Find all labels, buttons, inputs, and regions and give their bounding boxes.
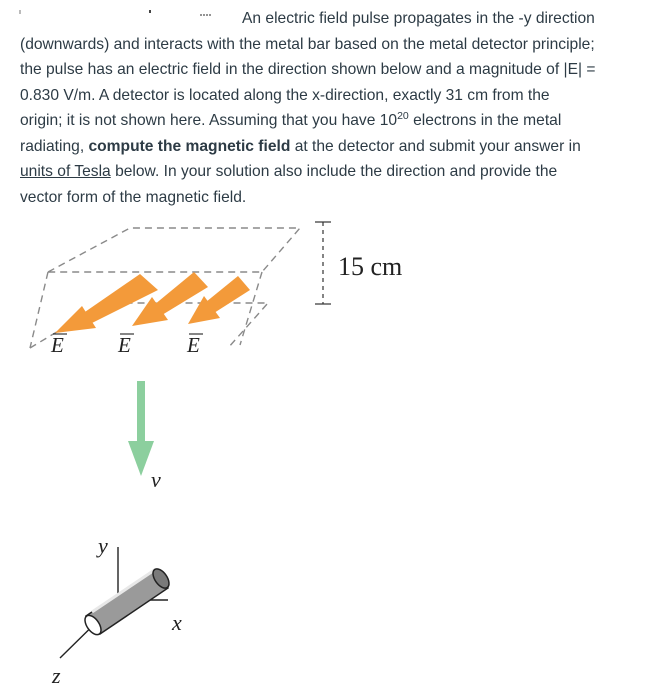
- problem-line-3: the pulse has an electric field in the direction shown below and a magnitude of |E| =: [20, 61, 596, 78]
- problem-text: [20, 6, 660, 210]
- field-label-e-2: E: [118, 333, 131, 357]
- problem-line-6-a: radiating,: [20, 137, 89, 155]
- field-label-e-1: E: [51, 333, 64, 357]
- problem-line-6: [20, 134, 660, 160]
- slab-left-edge: [30, 272, 48, 348]
- velocity-arrow: [128, 381, 154, 476]
- thickness-label: 15 cm: [338, 252, 403, 281]
- exponent: 20: [397, 110, 409, 122]
- field-arrows: [55, 272, 250, 333]
- metal-bar: [82, 566, 172, 637]
- problem-line-5-b: electrons in the metal: [408, 112, 562, 129]
- axis-label-y: y: [98, 533, 108, 558]
- physics-figure: [0, 210, 666, 692]
- problem-line-6-b: at the detector and submit your answer in: [290, 137, 581, 155]
- problem-line-5-a: origin; it is not shown here. Assuming that you have 10: [20, 112, 398, 129]
- axis-label-x: x: [172, 610, 182, 635]
- problem-line-1: An electric field pulse propagates in the -y direction: [242, 10, 595, 27]
- problem-line-7: [20, 159, 660, 185]
- field-label-e-3: E: [187, 333, 200, 357]
- problem-line-4: 0.830 V/m. A detector is located along the x-direction, exactly 31 cm from the: [20, 86, 550, 104]
- units-link[interactable]: units of Tesla: [20, 163, 111, 180]
- thickness-dimension: [315, 222, 331, 304]
- bold-phrase: compute the magnetic field: [88, 137, 291, 155]
- velocity-label: v: [151, 467, 161, 492]
- slab-top-face: [48, 228, 300, 272]
- problem-line-2: (downwards) and interacts with the metal bar based on the metal detector principle;: [20, 35, 595, 53]
- problem-line-5: [20, 108, 660, 134]
- axis-label-z: z: [52, 663, 61, 688]
- problem-line-7-b: below. In your solution also include the direction and provide the: [110, 163, 558, 180]
- problem-line-8: vector form of the magnetic field.: [20, 188, 247, 206]
